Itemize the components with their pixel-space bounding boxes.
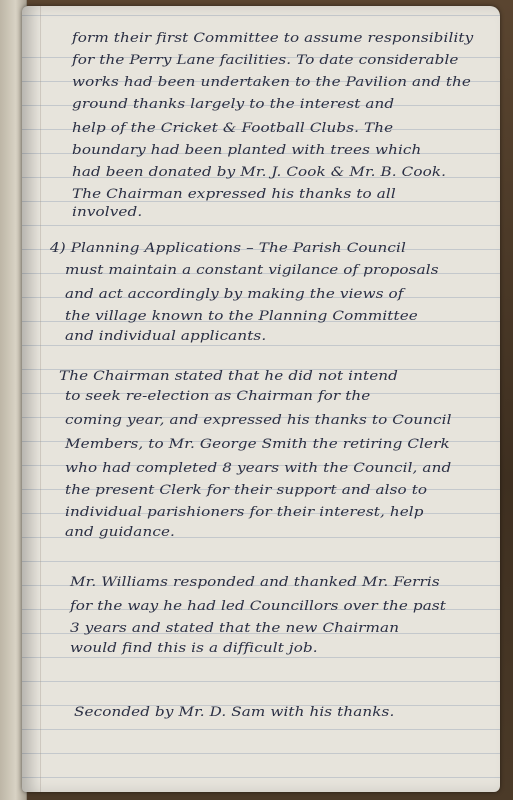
handwritten-line: Seconded by Mr. D. Sam with his thanks.	[74, 705, 395, 720]
handwritten-line: 3 years and stated that the new Chairman	[70, 621, 400, 636]
handwritten-line: the present Clerk for their support and also to	[65, 483, 428, 498]
handwritten-line: works had been undertaken to the Pavilion and the	[72, 75, 472, 90]
handwritten-line: who had completed 8 years with the Council, and	[65, 461, 452, 476]
handwritten-line: and guidance.	[65, 525, 175, 540]
handwritten-line: help of the Cricket & Football Clubs. The	[72, 121, 394, 136]
handwritten-line: Members, to Mr. George Smith the retiring Clerk	[65, 437, 450, 452]
handwritten-line: coming year, and expressed his thanks to Council	[65, 413, 452, 428]
handwritten-line: would find this is a difficult job.	[70, 641, 318, 656]
handwritten-line: must maintain a constant vigilance of proposals	[65, 263, 439, 278]
handwritten-line: The Chairman stated that he did not intend	[59, 369, 398, 384]
handwritten-line: to seek re-election as Chairman for the	[65, 389, 371, 404]
handwritten-line: for the Perry Lane facilities. To date considerable	[72, 53, 459, 68]
notebook-page	[22, 6, 500, 792]
handwritten-line: and act accordingly by making the views of	[65, 287, 404, 302]
handwritten-line: The Chairman expressed his thanks to all	[72, 187, 396, 202]
handwritten-line: individual parishioners for their interest, help	[65, 505, 424, 520]
handwritten-line: involved.	[72, 205, 143, 220]
handwritten-line: for the way he had led Councillors over the past	[70, 599, 446, 614]
handwritten-line: and individual applicants.	[65, 329, 267, 344]
margin-line	[40, 6, 41, 792]
handwritten-line: boundary had been planted with trees which	[72, 143, 422, 158]
handwritten-line: the village known to the Planning Committee	[65, 309, 418, 324]
handwritten-line: Mr. Williams responded and thanked Mr. Ferris	[70, 575, 440, 590]
handwritten-line: form their first Committee to assume responsibility	[72, 31, 474, 46]
handwritten-line: ground thanks largely to the interest and	[72, 97, 395, 112]
handwritten-line: 4) Planning Applications – The Parish Council	[50, 241, 406, 256]
handwritten-line: had been donated by Mr. J. Cook & Mr. B. Cook.	[72, 165, 447, 180]
